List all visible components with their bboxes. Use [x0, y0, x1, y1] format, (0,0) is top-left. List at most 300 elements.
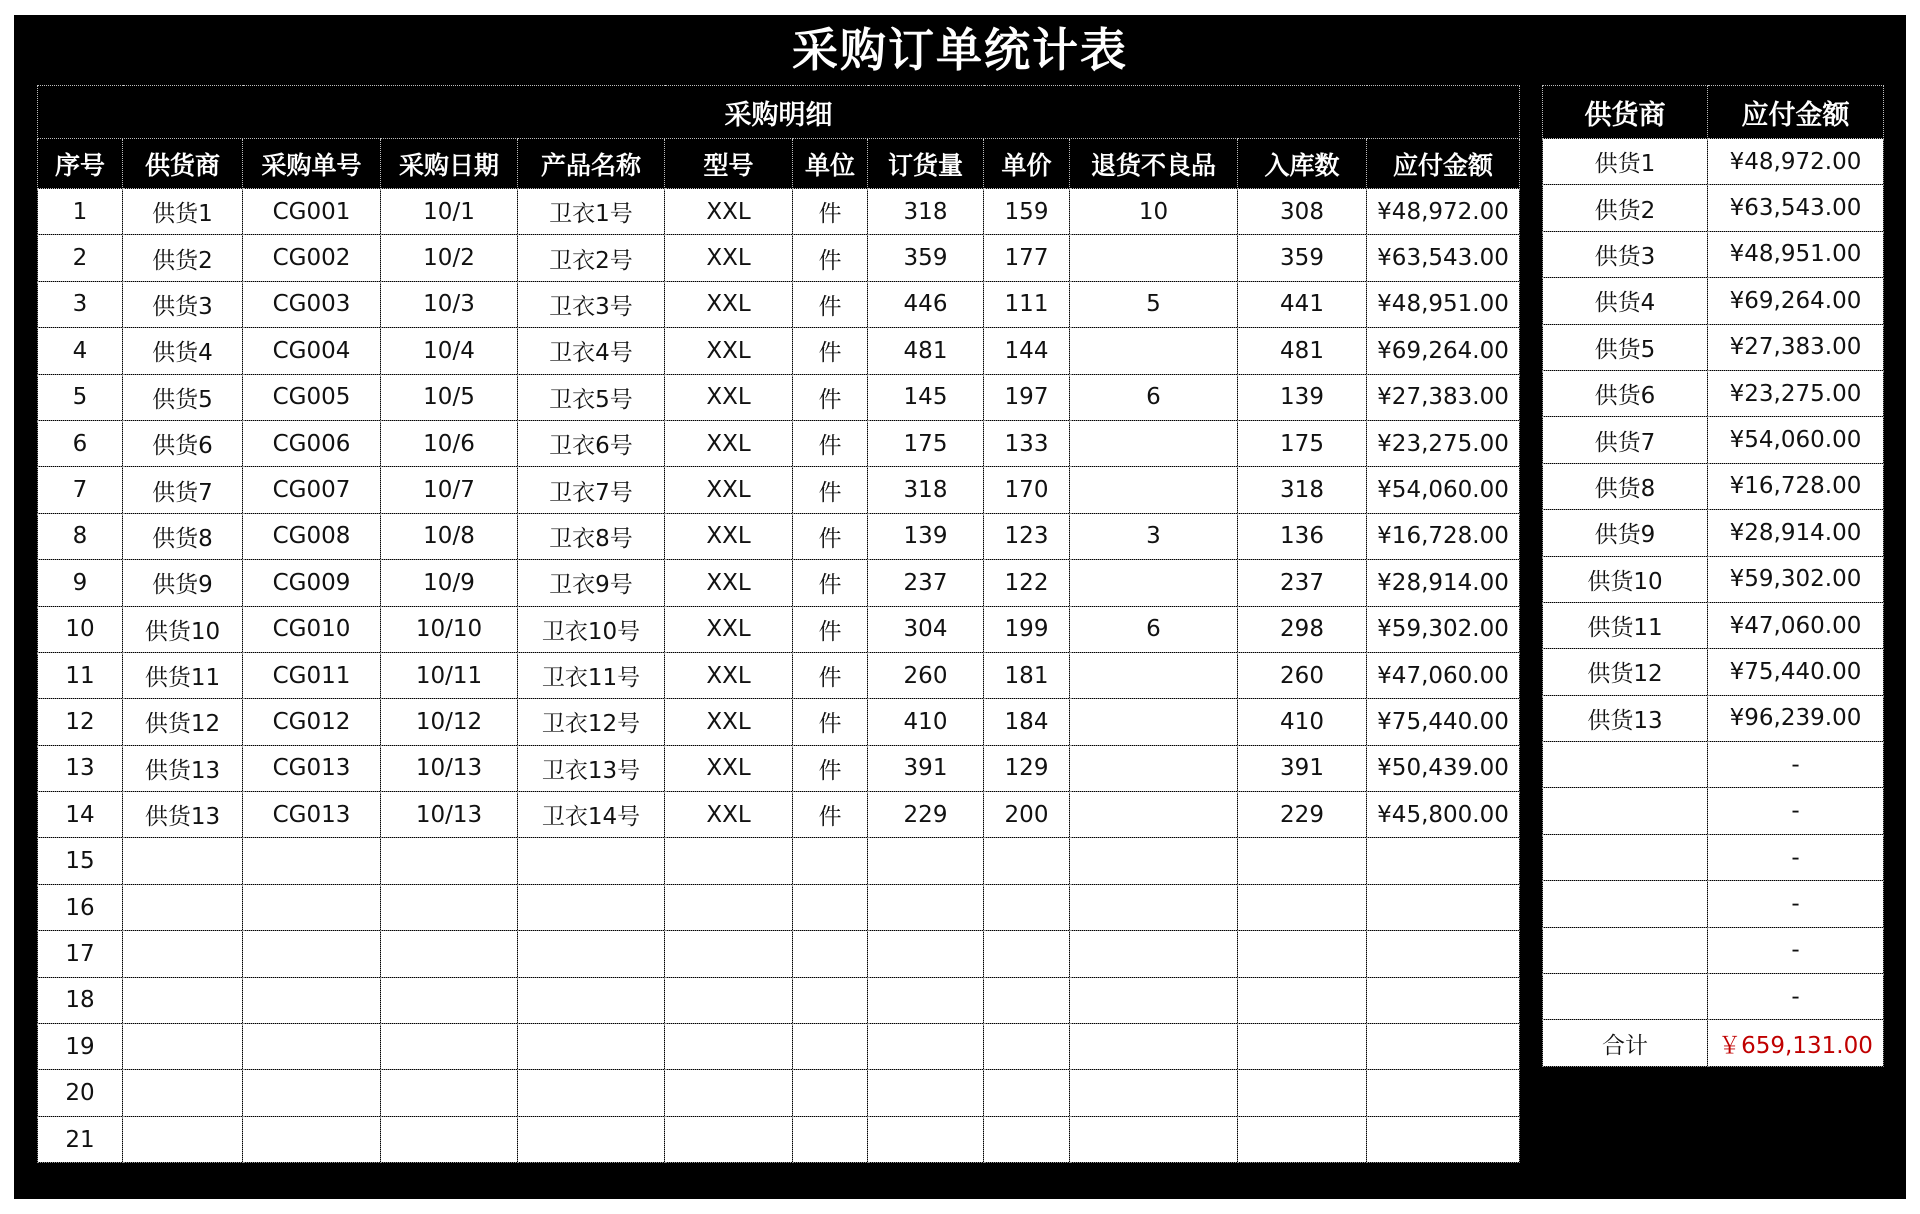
table-cell[interactable]: 144: [984, 328, 1070, 374]
table-cell[interactable]: 410: [1238, 699, 1367, 745]
table-cell[interactable]: [381, 977, 518, 1023]
table-cell[interactable]: [793, 931, 868, 977]
table-row: [38, 1116, 1520, 1162]
table-cell[interactable]: 供货1: [1543, 139, 1708, 185]
table-cell[interactable]: [1070, 467, 1238, 513]
table-cell[interactable]: 供货7: [123, 467, 243, 513]
table-cell[interactable]: ¥48,951.00: [1708, 231, 1884, 277]
table-cell[interactable]: [1543, 788, 1708, 834]
table-cell[interactable]: 9: [38, 560, 123, 606]
total-label[interactable]: 合计: [1543, 1020, 1708, 1066]
table-cell[interactable]: 供货1: [123, 189, 243, 235]
table-cell[interactable]: ¥59,302.00: [1367, 606, 1520, 652]
table-cell[interactable]: ¥47,060.00: [1708, 602, 1884, 648]
table-cell[interactable]: 供货13: [123, 745, 243, 791]
spreadsheet-sheet: [14, 15, 1906, 1199]
table-cell[interactable]: 3: [1070, 513, 1238, 559]
table-cell[interactable]: [1543, 974, 1708, 1020]
table-cell[interactable]: [123, 1070, 243, 1116]
table-cell[interactable]: 229: [1238, 792, 1367, 838]
table-cell[interactable]: ¥69,264.00: [1367, 328, 1520, 374]
table-cell[interactable]: CG010: [243, 606, 381, 652]
table-cell[interactable]: XXL: [665, 374, 793, 420]
table-cell[interactable]: 481: [1238, 328, 1367, 374]
table-cell[interactable]: [1070, 235, 1238, 281]
table-cell[interactable]: ¥75,440.00: [1708, 649, 1884, 695]
table-cell[interactable]: -: [1708, 927, 1884, 973]
table-cell[interactable]: XXL: [665, 606, 793, 652]
table-cell[interactable]: [1070, 931, 1238, 977]
table-cell[interactable]: 359: [1238, 235, 1367, 281]
table-cell[interactable]: 20: [38, 1070, 123, 1116]
table-cell[interactable]: 359: [868, 235, 984, 281]
table-cell[interactable]: [984, 1116, 1070, 1162]
table-cell[interactable]: 卫衣11号: [518, 652, 665, 698]
table-cell[interactable]: ¥50,439.00: [1367, 745, 1520, 791]
table-cell[interactable]: 18: [38, 977, 123, 1023]
table-cell[interactable]: ¥28,914.00: [1708, 510, 1884, 556]
table-cell[interactable]: [868, 1116, 984, 1162]
table-cell[interactable]: [1070, 699, 1238, 745]
table-cell[interactable]: [518, 838, 665, 884]
table-cell[interactable]: 卫衣5号: [518, 374, 665, 420]
table-cell[interactable]: 件: [793, 745, 868, 791]
table-cell[interactable]: ¥69,264.00: [1708, 278, 1884, 324]
table-cell[interactable]: ¥16,728.00: [1708, 463, 1884, 509]
table-cell[interactable]: [665, 1116, 793, 1162]
table-cell[interactable]: 卫衣9号: [518, 560, 665, 606]
table-cell[interactable]: [243, 931, 381, 977]
table-cell[interactable]: XXL: [665, 189, 793, 235]
table-cell[interactable]: [984, 931, 1070, 977]
table-cell[interactable]: [1238, 1070, 1367, 1116]
table-cell[interactable]: [1238, 1116, 1367, 1162]
table-cell[interactable]: CG001: [243, 189, 381, 235]
table-cell[interactable]: [868, 838, 984, 884]
table-cell[interactable]: 10/1: [381, 189, 518, 235]
table-cell[interactable]: [123, 884, 243, 930]
table-cell[interactable]: [381, 1070, 518, 1116]
table-cell[interactable]: [984, 838, 1070, 884]
table-cell[interactable]: 446: [868, 281, 984, 327]
table-cell[interactable]: [1238, 931, 1367, 977]
table-cell[interactable]: XXL: [665, 513, 793, 559]
table-cell[interactable]: 卫衣1号: [518, 189, 665, 235]
table-cell[interactable]: 197: [984, 374, 1070, 420]
table-cell[interactable]: 件: [793, 652, 868, 698]
table-cell[interactable]: [1367, 1070, 1520, 1116]
table-cell[interactable]: -: [1708, 834, 1884, 880]
table-cell[interactable]: 件: [793, 513, 868, 559]
table-cell[interactable]: ¥75,440.00: [1367, 699, 1520, 745]
table-cell[interactable]: CG005: [243, 374, 381, 420]
table-cell[interactable]: 181: [984, 652, 1070, 698]
table-cell[interactable]: [984, 1024, 1070, 1070]
table-cell[interactable]: 177: [984, 235, 1070, 281]
table-cell[interactable]: 318: [1238, 467, 1367, 513]
table-cell[interactable]: [518, 1116, 665, 1162]
table-cell[interactable]: 122: [984, 560, 1070, 606]
table-cell[interactable]: ¥28,914.00: [1367, 560, 1520, 606]
table-cell[interactable]: [243, 1070, 381, 1116]
table-cell[interactable]: 19: [38, 1024, 123, 1070]
table-cell[interactable]: [1070, 420, 1238, 466]
table-cell[interactable]: 175: [1238, 420, 1367, 466]
table-cell[interactable]: 10: [1070, 189, 1238, 235]
table-cell[interactable]: CG013: [243, 792, 381, 838]
table-cell[interactable]: [1238, 1024, 1367, 1070]
detail-column-header: 单价: [984, 139, 1070, 189]
table-cell[interactable]: CG007: [243, 467, 381, 513]
table-cell[interactable]: [243, 838, 381, 884]
table-cell[interactable]: 供货13: [123, 792, 243, 838]
table-cell[interactable]: [123, 977, 243, 1023]
table-cell[interactable]: [1367, 931, 1520, 977]
table-cell[interactable]: 供货4: [1543, 278, 1708, 324]
table-cell[interactable]: [1070, 977, 1238, 1023]
table-cell[interactable]: 卫衣14号: [518, 792, 665, 838]
table-cell[interactable]: 12: [38, 699, 123, 745]
table-cell[interactable]: 供货5: [123, 374, 243, 420]
table-cell[interactable]: CG012: [243, 699, 381, 745]
table-cell[interactable]: 卫衣8号: [518, 513, 665, 559]
table-cell[interactable]: [1070, 1024, 1238, 1070]
table-cell[interactable]: CG011: [243, 652, 381, 698]
table-cell[interactable]: [1238, 838, 1367, 884]
table-cell[interactable]: -: [1708, 742, 1884, 788]
table-cell[interactable]: 供货8: [123, 513, 243, 559]
table-cell[interactable]: [868, 977, 984, 1023]
table-cell[interactable]: [518, 1070, 665, 1116]
table-cell[interactable]: 10/6: [381, 420, 518, 466]
table-cell[interactable]: [665, 1024, 793, 1070]
table-cell[interactable]: 10/4: [381, 328, 518, 374]
table-cell[interactable]: ¥54,060.00: [1708, 417, 1884, 463]
total-amount[interactable]: ￥659,131.00: [1708, 1020, 1884, 1066]
table-cell[interactable]: -: [1708, 974, 1884, 1020]
table-cell[interactable]: [381, 884, 518, 930]
table-cell[interactable]: ¥59,302.00: [1708, 556, 1884, 602]
table-cell[interactable]: [1238, 977, 1367, 1023]
table-cell[interactable]: 481: [868, 328, 984, 374]
table-cell[interactable]: 139: [868, 513, 984, 559]
table-cell[interactable]: 卫衣13号: [518, 745, 665, 791]
table-cell[interactable]: 供货3: [1543, 231, 1708, 277]
table-cell[interactable]: ¥27,383.00: [1708, 324, 1884, 370]
table-cell[interactable]: 123: [984, 513, 1070, 559]
detail-column-header: 供货商: [123, 139, 243, 189]
table-cell[interactable]: 260: [868, 652, 984, 698]
table-cell[interactable]: 133: [984, 420, 1070, 466]
table-cell[interactable]: 8: [38, 513, 123, 559]
table-cell[interactable]: 17: [38, 931, 123, 977]
table-cell[interactable]: 供货2: [123, 235, 243, 281]
table-cell[interactable]: XXL: [665, 560, 793, 606]
table-cell[interactable]: 件: [793, 189, 868, 235]
table-cell[interactable]: 304: [868, 606, 984, 652]
table-cell[interactable]: [1367, 1024, 1520, 1070]
table-cell[interactable]: 10/8: [381, 513, 518, 559]
table-cell[interactable]: [665, 977, 793, 1023]
table-cell[interactable]: 139: [1238, 374, 1367, 420]
table-cell[interactable]: 7: [38, 467, 123, 513]
table-cell[interactable]: [1543, 881, 1708, 927]
table-cell[interactable]: [793, 977, 868, 1023]
table-cell[interactable]: 卫衣2号: [518, 235, 665, 281]
table-cell[interactable]: [518, 884, 665, 930]
table-cell[interactable]: [1238, 884, 1367, 930]
table-cell[interactable]: 159: [984, 189, 1070, 235]
table-cell[interactable]: 13: [38, 745, 123, 791]
table-cell[interactable]: 件: [793, 560, 868, 606]
table-cell[interactable]: 卫衣3号: [518, 281, 665, 327]
table-cell[interactable]: 4: [38, 328, 123, 374]
table-cell[interactable]: [1070, 884, 1238, 930]
table-cell[interactable]: 6: [1070, 606, 1238, 652]
table-cell[interactable]: 5: [38, 374, 123, 420]
table-cell[interactable]: [868, 884, 984, 930]
table-cell[interactable]: 10/12: [381, 699, 518, 745]
table-cell[interactable]: 10/9: [381, 560, 518, 606]
table-cell[interactable]: -: [1708, 788, 1884, 834]
table-cell[interactable]: [1367, 1116, 1520, 1162]
table-cell[interactable]: 供货7: [1543, 417, 1708, 463]
table-cell[interactable]: 10/11: [381, 652, 518, 698]
table-cell[interactable]: [868, 931, 984, 977]
table-cell[interactable]: 3: [38, 281, 123, 327]
table-cell[interactable]: XXL: [665, 467, 793, 513]
table-cell[interactable]: [1543, 834, 1708, 880]
table-cell[interactable]: ¥63,543.00: [1367, 235, 1520, 281]
table-cell[interactable]: 318: [868, 189, 984, 235]
table-cell[interactable]: 件: [793, 699, 868, 745]
table-cell[interactable]: [1070, 1070, 1238, 1116]
table-cell[interactable]: CG003: [243, 281, 381, 327]
table-cell[interactable]: 供货12: [123, 699, 243, 745]
table-cell[interactable]: 件: [793, 235, 868, 281]
table-cell[interactable]: [665, 884, 793, 930]
table-cell[interactable]: 供货9: [1543, 510, 1708, 556]
table-cell[interactable]: 供货10: [123, 606, 243, 652]
table-cell[interactable]: 供货6: [123, 420, 243, 466]
table-cell[interactable]: [123, 1024, 243, 1070]
table-cell[interactable]: [1543, 927, 1708, 973]
table-cell[interactable]: [1070, 838, 1238, 884]
table-cell[interactable]: 308: [1238, 189, 1367, 235]
table-cell[interactable]: XXL: [665, 281, 793, 327]
table-cell[interactable]: [1367, 884, 1520, 930]
table-row: [1543, 370, 1884, 416]
table-cell[interactable]: XXL: [665, 235, 793, 281]
table-cell[interactable]: 15: [38, 838, 123, 884]
table-cell[interactable]: [1070, 652, 1238, 698]
table-cell[interactable]: 21: [38, 1116, 123, 1162]
table-cell[interactable]: 供货11: [123, 652, 243, 698]
table-cell[interactable]: ¥16,728.00: [1367, 513, 1520, 559]
table-cell[interactable]: CG009: [243, 560, 381, 606]
table-cell[interactable]: 件: [793, 328, 868, 374]
table-cell[interactable]: 260: [1238, 652, 1367, 698]
table-cell[interactable]: 441: [1238, 281, 1367, 327]
table-cell[interactable]: XXL: [665, 699, 793, 745]
table-cell[interactable]: [984, 1070, 1070, 1116]
table-cell[interactable]: [381, 931, 518, 977]
table-cell[interactable]: [243, 884, 381, 930]
table-cell[interactable]: 供货10: [1543, 556, 1708, 602]
table-cell[interactable]: 10/7: [381, 467, 518, 513]
table-cell[interactable]: CG008: [243, 513, 381, 559]
table-cell[interactable]: 200: [984, 792, 1070, 838]
table-cell[interactable]: [665, 1070, 793, 1116]
table-cell[interactable]: [518, 1024, 665, 1070]
detail-table-body: [38, 189, 1520, 1163]
table-cell[interactable]: 件: [793, 606, 868, 652]
table-row: [1543, 974, 1884, 1020]
table-cell[interactable]: ¥48,972.00: [1367, 189, 1520, 235]
table-cell[interactable]: [123, 1116, 243, 1162]
table-cell[interactable]: 供货12: [1543, 649, 1708, 695]
table-cell[interactable]: 供货11: [1543, 602, 1708, 648]
table-cell[interactable]: ¥27,383.00: [1367, 374, 1520, 420]
table-cell[interactable]: 16: [38, 884, 123, 930]
table-cell[interactable]: [243, 1024, 381, 1070]
table-cell[interactable]: XXL: [665, 792, 793, 838]
table-cell[interactable]: 供货4: [123, 328, 243, 374]
table-cell[interactable]: 供货5: [1543, 324, 1708, 370]
table-cell[interactable]: 10/13: [381, 745, 518, 791]
table-cell[interactable]: 229: [868, 792, 984, 838]
table-cell[interactable]: 2: [38, 235, 123, 281]
table-cell[interactable]: CG002: [243, 235, 381, 281]
table-cell[interactable]: [381, 838, 518, 884]
table-cell[interactable]: [1070, 560, 1238, 606]
table-cell[interactable]: 136: [1238, 513, 1367, 559]
table-cell[interactable]: 145: [868, 374, 984, 420]
table-cell[interactable]: [1367, 838, 1520, 884]
table-cell[interactable]: 卫衣4号: [518, 328, 665, 374]
table-cell[interactable]: 5: [1070, 281, 1238, 327]
table-cell[interactable]: CG004: [243, 328, 381, 374]
table-cell[interactable]: [381, 1024, 518, 1070]
table-cell[interactable]: 件: [793, 374, 868, 420]
table-cell[interactable]: CG013: [243, 745, 381, 791]
table-cell[interactable]: 件: [793, 792, 868, 838]
table-cell[interactable]: 10/10: [381, 606, 518, 652]
table-cell[interactable]: [665, 931, 793, 977]
table-cell[interactable]: 199: [984, 606, 1070, 652]
table-cell[interactable]: 391: [1238, 745, 1367, 791]
table-cell[interactable]: XXL: [665, 652, 793, 698]
table-cell[interactable]: 件: [793, 420, 868, 466]
table-cell[interactable]: 175: [868, 420, 984, 466]
table-cell[interactable]: 10: [38, 606, 123, 652]
table-cell[interactable]: 6: [1070, 374, 1238, 420]
table-cell[interactable]: 卫衣6号: [518, 420, 665, 466]
table-cell[interactable]: -: [1708, 881, 1884, 927]
table-cell[interactable]: [1070, 1116, 1238, 1162]
table-cell[interactable]: 供货2: [1543, 185, 1708, 231]
table-cell[interactable]: 237: [868, 560, 984, 606]
table-cell[interactable]: [518, 931, 665, 977]
table-cell[interactable]: ¥23,275.00: [1708, 370, 1884, 416]
table-cell[interactable]: XXL: [665, 420, 793, 466]
table-cell[interactable]: ¥23,275.00: [1367, 420, 1520, 466]
table-cell[interactable]: 件: [793, 467, 868, 513]
table-cell[interactable]: CG006: [243, 420, 381, 466]
table-cell[interactable]: ¥63,543.00: [1708, 185, 1884, 231]
table-cell[interactable]: 11: [38, 652, 123, 698]
table-cell[interactable]: [1070, 745, 1238, 791]
table-cell[interactable]: 供货6: [1543, 370, 1708, 416]
table-cell[interactable]: ¥48,951.00: [1367, 281, 1520, 327]
table-cell[interactable]: [123, 838, 243, 884]
table-cell[interactable]: 卫衣12号: [518, 699, 665, 745]
table-cell[interactable]: 318: [868, 467, 984, 513]
table-cell[interactable]: 111: [984, 281, 1070, 327]
table-row: [38, 1024, 1520, 1070]
table-cell[interactable]: [665, 838, 793, 884]
table-cell[interactable]: [1070, 328, 1238, 374]
table-cell[interactable]: [984, 884, 1070, 930]
table-cell[interactable]: 10/5: [381, 374, 518, 420]
table-cell[interactable]: [868, 1070, 984, 1116]
table-cell[interactable]: [381, 1116, 518, 1162]
table-cell[interactable]: [1367, 977, 1520, 1023]
table-cell[interactable]: [243, 977, 381, 1023]
table-cell[interactable]: [984, 977, 1070, 1023]
table-cell[interactable]: XXL: [665, 745, 793, 791]
table-cell[interactable]: 170: [984, 467, 1070, 513]
table-cell[interactable]: [1070, 792, 1238, 838]
table-cell[interactable]: ¥96,239.00: [1708, 695, 1884, 741]
table-cell[interactable]: [793, 884, 868, 930]
table-cell[interactable]: 14: [38, 792, 123, 838]
table-cell[interactable]: 391: [868, 745, 984, 791]
table-cell[interactable]: 卫衣7号: [518, 467, 665, 513]
table-cell[interactable]: 298: [1238, 606, 1367, 652]
table-cell[interactable]: ¥48,972.00: [1708, 139, 1884, 185]
table-cell[interactable]: 10/13: [381, 792, 518, 838]
table-cell[interactable]: [1543, 742, 1708, 788]
table-cell[interactable]: 卫衣10号: [518, 606, 665, 652]
table-cell[interactable]: ¥54,060.00: [1367, 467, 1520, 513]
table-cell[interactable]: [868, 1024, 984, 1070]
table-cell[interactable]: [793, 1116, 868, 1162]
table-cell[interactable]: 10/3: [381, 281, 518, 327]
table-cell[interactable]: [518, 977, 665, 1023]
table-cell[interactable]: XXL: [665, 328, 793, 374]
table-cell[interactable]: [123, 931, 243, 977]
table-cell[interactable]: 件: [793, 281, 868, 327]
table-cell[interactable]: 184: [984, 699, 1070, 745]
table-cell[interactable]: 供货13: [1543, 695, 1708, 741]
table-cell[interactable]: 供货3: [123, 281, 243, 327]
table-cell[interactable]: 1: [38, 189, 123, 235]
table-cell[interactable]: [793, 1070, 868, 1116]
table-cell[interactable]: 供货8: [1543, 463, 1708, 509]
table-cell[interactable]: ¥47,060.00: [1367, 652, 1520, 698]
table-cell[interactable]: 6: [38, 420, 123, 466]
table-cell[interactable]: [243, 1116, 381, 1162]
table-cell[interactable]: 10/2: [381, 235, 518, 281]
table-cell[interactable]: [793, 838, 868, 884]
table-cell[interactable]: [793, 1024, 868, 1070]
table-cell[interactable]: 410: [868, 699, 984, 745]
table-cell[interactable]: 237: [1238, 560, 1367, 606]
table-cell[interactable]: 供货9: [123, 560, 243, 606]
table-cell[interactable]: ¥45,800.00: [1367, 792, 1520, 838]
table-cell[interactable]: 129: [984, 745, 1070, 791]
